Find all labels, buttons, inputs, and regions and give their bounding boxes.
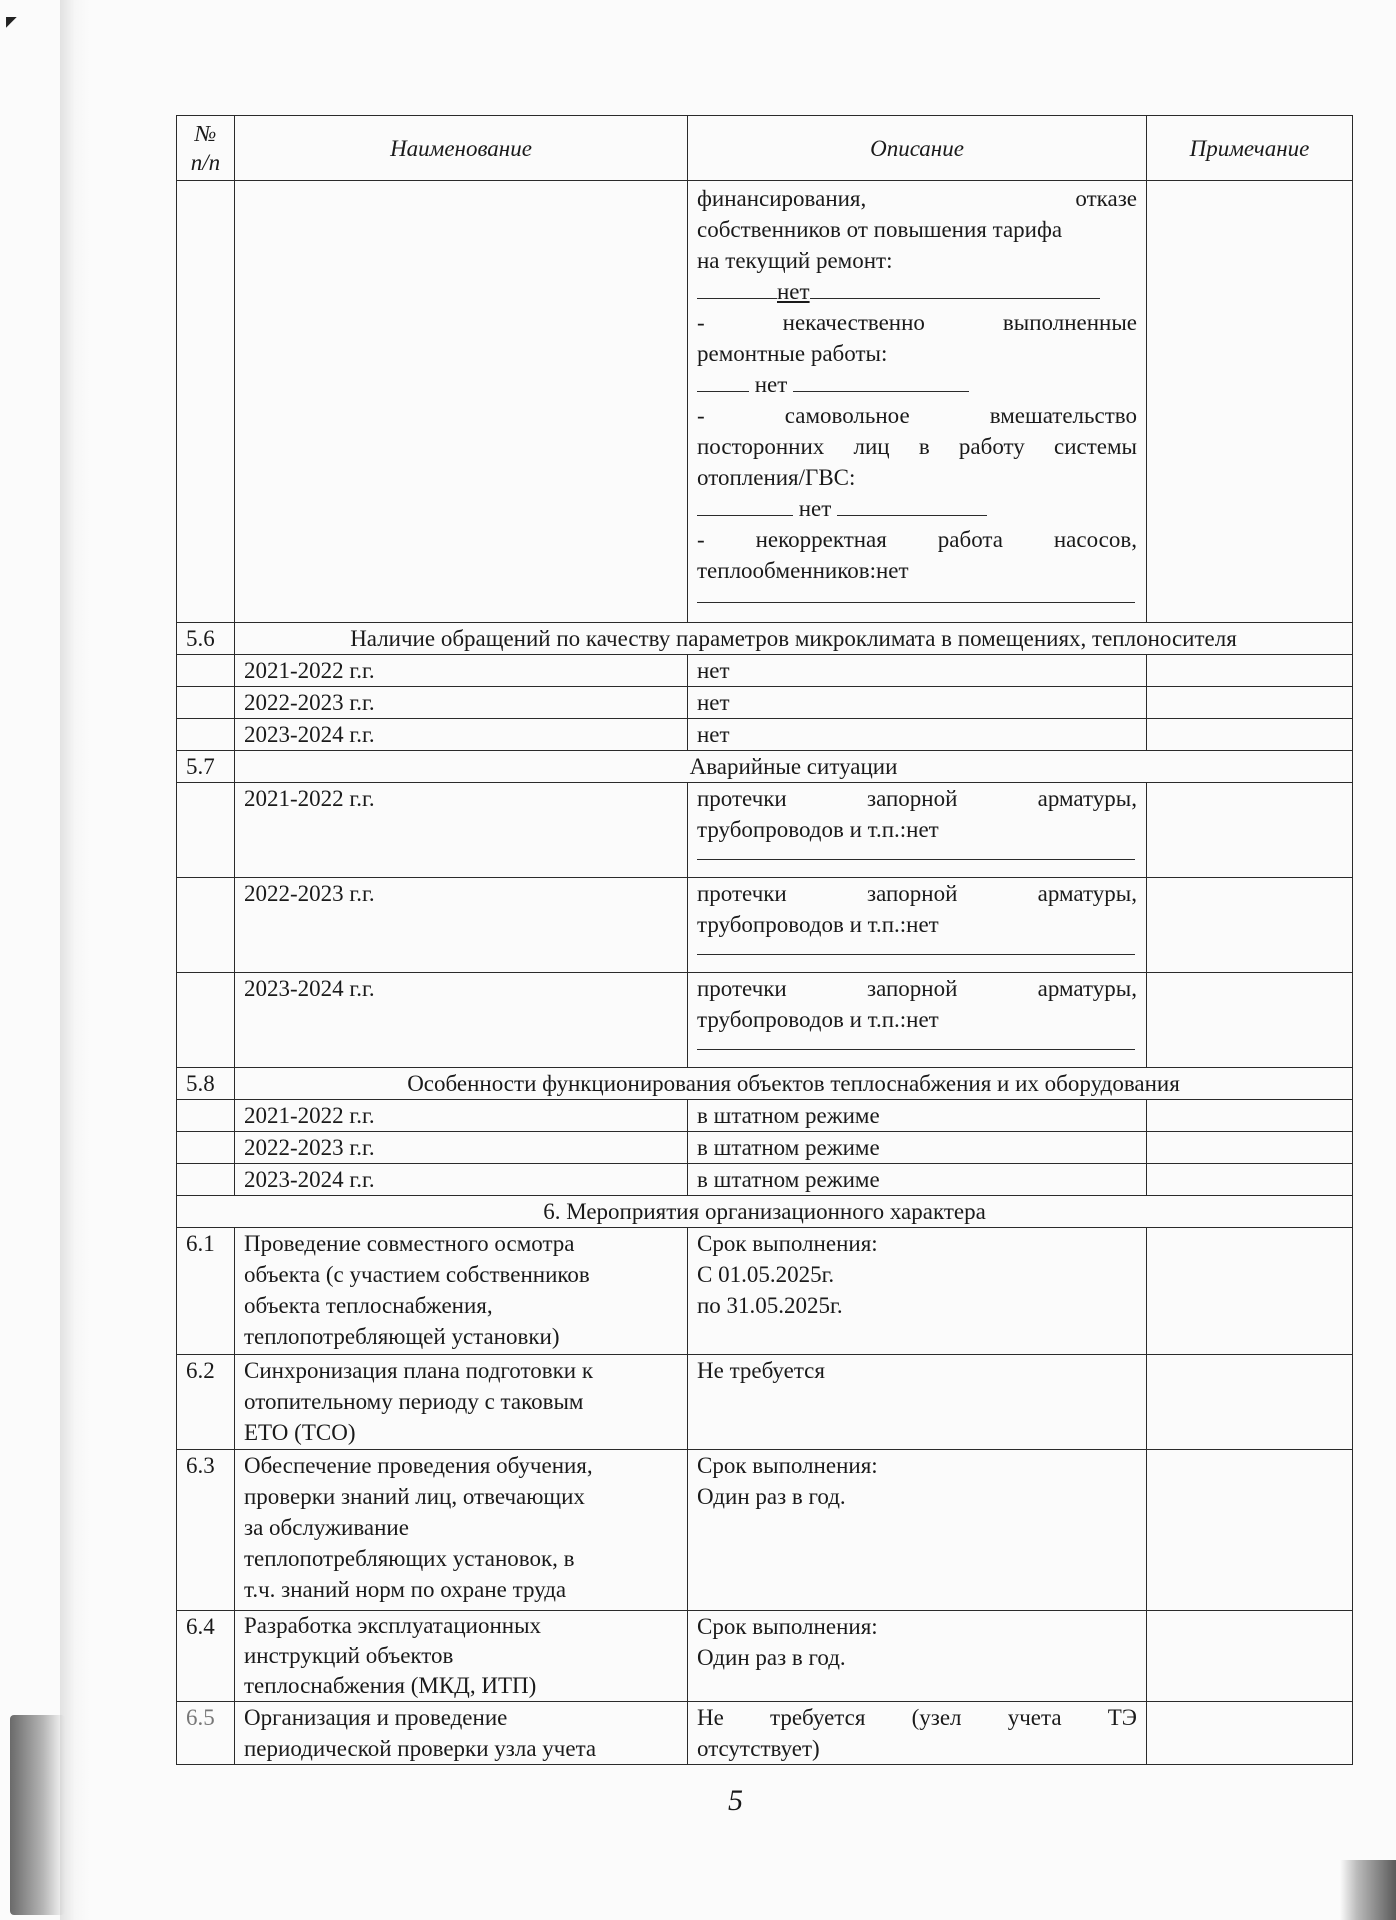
scan-shadow-bottom-left <box>10 1715 65 1915</box>
desc-line: ремонтные работы: <box>697 341 888 366</box>
table-row <box>177 783 1353 878</box>
scan-edge-shadow <box>60 0 90 1920</box>
cell-note <box>1147 878 1353 973</box>
table-row <box>177 687 1353 719</box>
cell-note <box>1147 1100 1353 1132</box>
name-line: теплопотребляющих установок, в <box>244 1546 575 1571</box>
desc-line: трубопроводов и т.п.:нет <box>697 912 939 937</box>
table-row-6-4 <box>177 1611 1353 1702</box>
desc-line: Один раз в год. <box>697 1645 846 1670</box>
section-row-5-6 <box>177 623 1353 655</box>
name-line: т.ч. знаний норм по охране труда <box>244 1577 567 1602</box>
cell-num: 6.2 <box>177 1355 235 1450</box>
desc-line: Срок выполнения: <box>697 1453 878 1478</box>
table-row-6-1 <box>177 1228 1353 1355</box>
cell-name <box>235 1702 688 1765</box>
cell-note <box>1147 1164 1353 1196</box>
cell-period: 2022-2023 г.г. <box>235 1132 688 1164</box>
cell-num <box>177 687 235 719</box>
desc-line: Срок выполнения: <box>697 1614 878 1639</box>
name-line: инструкций объектов <box>244 1643 454 1668</box>
section-num: 5.8 <box>177 1068 235 1100</box>
section-row-5-7 <box>177 751 1353 783</box>
document-table <box>176 115 1353 1765</box>
table-row <box>177 1100 1353 1132</box>
cell-desc <box>688 783 1147 878</box>
desc-line: отопления/ГВС: <box>697 465 856 490</box>
cell-num: 6.5 <box>177 1702 235 1765</box>
cell-note <box>1147 687 1353 719</box>
header-name: Наименование <box>235 116 688 181</box>
cell-note <box>1147 1611 1353 1702</box>
cell-note <box>1147 655 1353 687</box>
desc-line: отсутствует) <box>697 1736 820 1761</box>
cell-name <box>235 1228 688 1355</box>
desc-line: протечки запорной арматуры, <box>697 881 1137 906</box>
desc-line: Один раз в год. <box>697 1484 846 1509</box>
cell-period: 2023-2024 г.г. <box>235 973 688 1068</box>
cell-period: 2021-2022 г.г. <box>235 783 688 878</box>
cell-period: 2021-2022 г.г. <box>235 1100 688 1132</box>
section-row-5-8 <box>177 1068 1353 1100</box>
cell-note <box>1147 1228 1353 1355</box>
cell-period: 2022-2023 г.г. <box>235 687 688 719</box>
desc-line: на текущий ремонт: <box>697 248 893 273</box>
name-line: Проведение совместного осмотра <box>244 1231 575 1256</box>
cell-num <box>177 878 235 973</box>
header-num: № п/п <box>177 116 235 181</box>
cell-desc <box>688 973 1147 1068</box>
cell-name <box>235 1450 688 1611</box>
header-desc: Описание <box>688 116 1147 181</box>
cell-name <box>235 1611 688 1702</box>
name-line: отопительному периоду с таковым <box>244 1389 584 1414</box>
page-number: 5 <box>728 1784 743 1817</box>
desc-line: протечки запорной арматуры, <box>697 786 1137 811</box>
table-header-row <box>177 116 1353 181</box>
desc-line: протечки запорной арматуры, <box>697 976 1137 1001</box>
desc-line: Срок выполнения: <box>697 1231 878 1256</box>
desc-line: теплообменников:нет <box>697 558 909 583</box>
cell-desc <box>688 878 1147 973</box>
cell-desc: нет <box>688 719 1147 751</box>
cell-desc: в штатном режиме <box>688 1132 1147 1164</box>
desc-line: трубопроводов и т.п.:нет <box>697 817 939 842</box>
cell-desc <box>688 1450 1147 1611</box>
cell-note <box>1147 1355 1353 1450</box>
desc-line: посторонних лиц в работу системы <box>697 434 1137 459</box>
section-title: Аварийные ситуации <box>235 751 1353 783</box>
cell-num <box>177 783 235 878</box>
name-line: проверки знаний лиц, отвечающих <box>244 1484 585 1509</box>
cell-desc: нет <box>688 655 1147 687</box>
desc-line: Не требуется (узел учета ТЭ <box>697 1705 1137 1730</box>
cell-num <box>177 973 235 1068</box>
cell-note <box>1147 783 1353 878</box>
answer-underline <box>697 586 1135 603</box>
desc-line: собственников от повышения тарифа <box>697 217 1063 242</box>
cell-period: 2023-2024 г.г. <box>235 719 688 751</box>
corner-mark: ◤ <box>6 15 17 30</box>
table-row <box>177 719 1353 751</box>
header-note: Примечание <box>1147 116 1353 181</box>
desc-line-answer <box>697 369 1137 400</box>
cell-desc <box>688 1702 1147 1765</box>
cell-note <box>1147 719 1353 751</box>
answer-value: нет <box>777 279 810 304</box>
cell-note <box>1147 1702 1353 1765</box>
table-row <box>177 878 1353 973</box>
desc-line-answer <box>697 493 1137 524</box>
answer-underline <box>697 940 1135 955</box>
cell-num <box>177 1100 235 1132</box>
table-row-6-3 <box>177 1450 1353 1611</box>
cell-period: 2023-2024 г.г. <box>235 1164 688 1196</box>
section-title: 6. Мероприятия организационного характера <box>177 1196 1353 1228</box>
desc-line: С 01.05.2025г. <box>697 1262 835 1287</box>
table-row <box>177 973 1353 1068</box>
cell-note <box>1147 973 1353 1068</box>
name-line: объекта теплоснабжения, <box>244 1293 493 1318</box>
name-line: Разработка эксплуатационных <box>244 1613 542 1638</box>
name-line: объекта (с участием собственников <box>244 1262 590 1287</box>
name-line: Обеспечение проведения обучения, <box>244 1453 593 1478</box>
desc-line-answer <box>697 276 1137 307</box>
cell-num: 6.4 <box>177 1611 235 1702</box>
desc-line: - некачественно выполненные <box>697 310 1137 335</box>
cell-desc: в штатном режиме <box>688 1100 1147 1132</box>
section-num: 5.7 <box>177 751 235 783</box>
cell-name <box>235 1355 688 1450</box>
name-line: за обслуживание <box>244 1515 409 1540</box>
cell-num <box>177 719 235 751</box>
cell-period: 2022-2023 г.г. <box>235 878 688 973</box>
table-row <box>177 1164 1353 1196</box>
name-line: теплопотребляющей установки) <box>244 1324 560 1349</box>
cell-num: 6.1 <box>177 1228 235 1355</box>
cell-period: 2021-2022 г.г. <box>235 655 688 687</box>
name-line: теплоснабжения (МКД, ИТП) <box>244 1673 537 1698</box>
section-title: Наличие обращений по качеству параметров микроклимата в помещениях, теплоносителя <box>235 623 1353 655</box>
section-heading-6 <box>177 1196 1353 1228</box>
cell-num: 6.3 <box>177 1450 235 1611</box>
desc-line: - самовольное вмешательство <box>697 403 1137 428</box>
cell-note <box>1147 181 1353 623</box>
cell-desc: в штатном режиме <box>688 1164 1147 1196</box>
cell-desc <box>688 181 1147 623</box>
table-row-6-5 <box>177 1702 1353 1765</box>
answer-value: нет <box>754 372 788 397</box>
desc-line: трубопроводов и т.п.:нет <box>697 1007 939 1032</box>
cell-desc <box>688 1355 1147 1450</box>
cell-num <box>177 655 235 687</box>
answer-value: нет <box>798 496 832 521</box>
desc-line: финансирования, отказе <box>697 186 1137 211</box>
section-title: Особенности функционирования объектов теплоснабжения и их оборудования <box>235 1068 1353 1100</box>
table-row <box>177 1132 1353 1164</box>
cell-name <box>235 181 688 623</box>
table-row-6-2 <box>177 1355 1353 1450</box>
cell-desc: нет <box>688 687 1147 719</box>
name-line: Синхронизация плана подготовки к <box>244 1358 593 1383</box>
answer-underline <box>697 845 1135 860</box>
desc-line: по 31.05.2025г. <box>697 1293 843 1318</box>
desc-line: Не требуется <box>697 1358 825 1383</box>
name-line: Организация и проведение <box>244 1705 508 1730</box>
cell-desc <box>688 1228 1147 1355</box>
desc-line: - некорректная работа насосов, <box>697 527 1137 552</box>
name-line: ЕТО (ТСО) <box>244 1420 356 1445</box>
cell-desc <box>688 1611 1147 1702</box>
cell-note <box>1147 1132 1353 1164</box>
name-line: периодической проверки узла учета <box>244 1736 597 1761</box>
scan-shadow-bottom-right <box>1340 1860 1396 1920</box>
cell-num <box>177 1164 235 1196</box>
table-row <box>177 655 1353 687</box>
section-num: 5.6 <box>177 623 235 655</box>
table-row-continuation <box>177 181 1353 623</box>
answer-underline <box>697 1035 1135 1050</box>
cell-num <box>177 181 235 623</box>
cell-num <box>177 1132 235 1164</box>
cell-note <box>1147 1450 1353 1611</box>
